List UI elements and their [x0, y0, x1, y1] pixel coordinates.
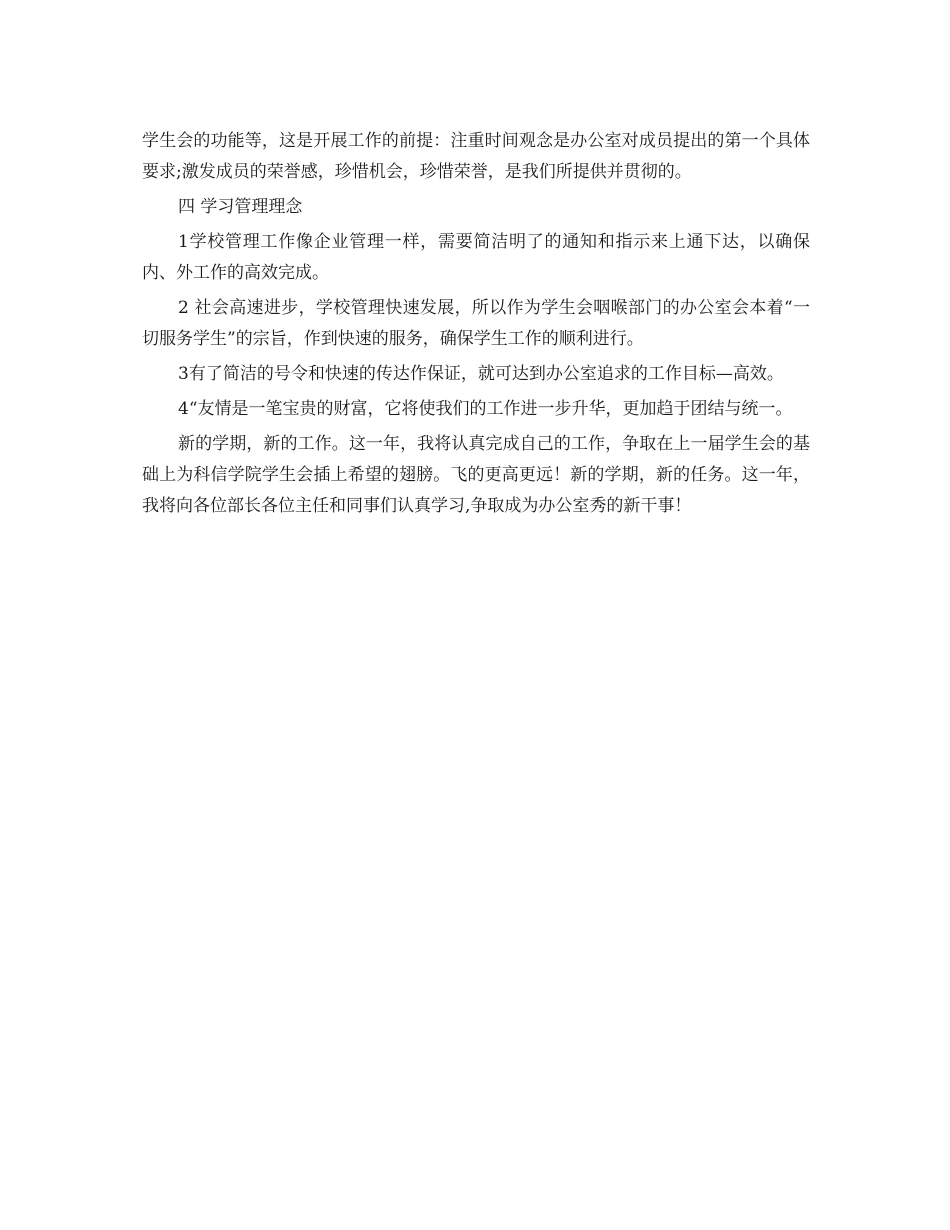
- paragraph-item-1: 1学校管理工作像企业管理一样，需要简洁明了的通知和指示来上通下达，以确保内、外工作的高效完成。: [142, 232, 810, 283]
- document-body: [142, 126, 810, 526]
- paragraph-item-4: 4“友情是一笔宝贵的财富，它将使我们的工作进一步升华，更加趋于团结与统一。: [178, 399, 793, 419]
- paragraph-item-3: 3有了简洁的号令和快速的传达作保证，就可达到办公室追求的工作目标—高效。: [178, 364, 784, 384]
- section-heading: 四 学习管理理念: [178, 197, 303, 217]
- paragraph-continued: 学生会的功能等，这是开展工作的前提：注重时间观念是办公室对成员提出的第一个具体要求;激发成员的荣誉感，珍惜机会，珍惜荣誉，是我们所提供并贯彻的。: [142, 131, 810, 182]
- paragraph-item-2: 2 社会高速进步，学校管理快速发展，所以作为学生会咽喉部门的办公室会本着“一切服务学生”的宗旨，作到快速的服务，确保学生工作的顺利进行。: [142, 298, 810, 349]
- paragraph-closing: 新的学期，新的工作。这一年，我将认真完成自己的工作，争取在上一届学生会的基础上为科信学院学生会插上希望的翅膀。飞的更高更远！新的学期，新的任务。这一年，我将向各位部长各位主任和同事们认真学习,争取成为办公室秀的新干事！: [142, 434, 810, 516]
